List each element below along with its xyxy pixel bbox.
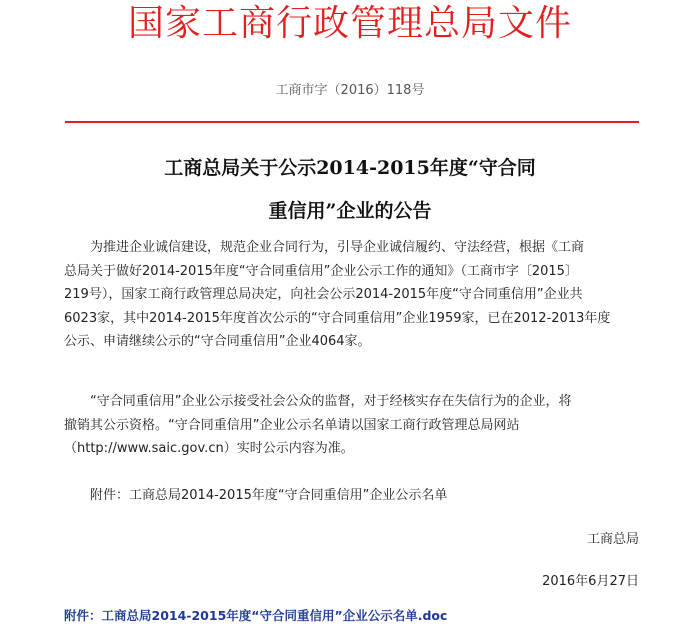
paragraph-line: 6023家，其中2014-2015年度首次公示的“守合同重信用”企业1959家，已在2012-2013年度	[64, 310, 611, 326]
red-divider-line	[65, 121, 639, 123]
paragraph-line: 219号），国家工商行政管理总局决定，向社会公示2014-2015年度“守合同重信用”企业共	[64, 287, 583, 303]
body-paragraph-1	[64, 236, 644, 354]
body-paragraph-2	[64, 390, 644, 461]
paragraph-line: （http://www.saic.gov.cn）实时公示内容为准。	[64, 441, 354, 457]
document-header-title: 国家工商行政管理总局文件	[127, 3, 572, 44]
issue-date: 2016年6月27日	[542, 574, 639, 589]
attachment-download-link[interactable]: 附件：工商总局2014-2015年度“守合同重信用”企业公示名单.doc	[64, 608, 448, 623]
document-number: 工商市字（2016）118号	[275, 83, 425, 98]
attachment-note	[64, 484, 644, 508]
notice-title-line-1: 工商总局关于公示2014-2015年度“守合同	[164, 157, 536, 179]
signer-name: 工商总局	[586, 532, 639, 547]
paragraph-line: 附件：工商总局2014-2015年度“守合同重信用”企业公示名单	[90, 488, 448, 503]
paragraph-line: “守合同重信用”企业公示接受社会公众的监督，对于经核实存在失信行为的企业，将	[90, 394, 572, 409]
paragraph-line: 为推进企业诚信建设，规范企业合同行为，引导企业诚信履约、守法经营，根据《工商	[90, 240, 585, 255]
paragraph-line: 撤销其公示资格。“守合同重信用”企业公示名单请以国家工商行政管理总局网站	[64, 417, 520, 433]
paragraph-line: 总局关于做好2014-2015年度“守合同重信用”企业公示工作的通知》（工商市字〔2015〕	[64, 263, 578, 279]
notice-title-line-2: 重信用”企业的公告	[268, 200, 432, 222]
paragraph-line: 公示、申请继续公示的“守合同重信用”企业4064家。	[64, 334, 371, 350]
